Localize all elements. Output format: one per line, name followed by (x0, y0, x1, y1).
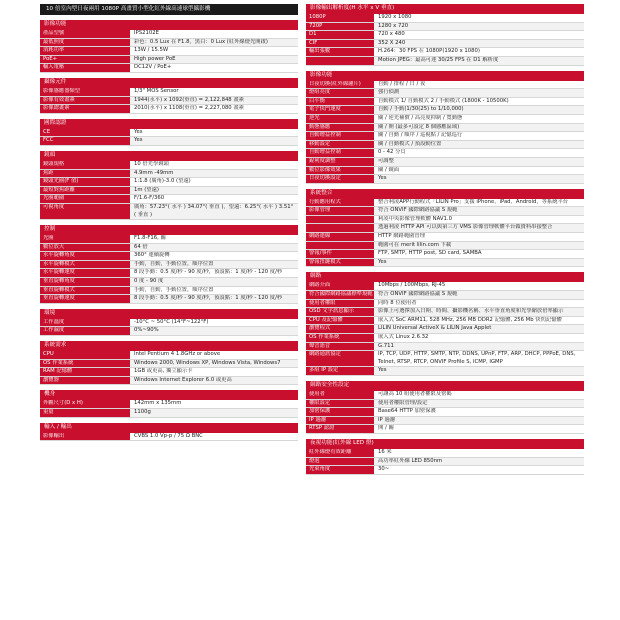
spec-table (40, 160, 298, 220)
spec-key: 外觀尺寸(D x H) (40, 400, 130, 408)
spec-key: OS 作業系統 (306, 334, 374, 342)
spec-value: 可讓高 10 組使用者權限及密碼 (378, 390, 452, 397)
spec-row (40, 170, 298, 179)
spec-key: 聲音語音 (306, 343, 374, 351)
section-header: 系統需求 (40, 341, 298, 350)
spec-value: Yes (374, 259, 584, 267)
section-header: 網路 (306, 272, 584, 281)
spec-value: 1280 x 720 (374, 23, 584, 31)
spec-value: Windows Internet Explorer 6.0 或更高 (130, 377, 298, 385)
spec-key: 自動增益控制 (306, 149, 374, 157)
spec-key: CE (40, 129, 130, 137)
spec-key: 焦距 (40, 170, 130, 178)
spec-row (40, 178, 298, 187)
spec-value: H.264：30 FPS 在 1080P(1920 x 1080) (378, 48, 480, 55)
spec-key: RAM 記憶體 (40, 368, 130, 376)
spec-key: 鏡頭光圈(F 值) (40, 178, 130, 186)
spec-key: 水平旋轉速度 (40, 269, 130, 277)
spec-key: 720P (306, 23, 374, 31)
spec-key: 日夜切換設定 (306, 175, 374, 183)
spec-value: Intel Pentium 4 1.8GHz or above (134, 351, 221, 358)
spec-row (40, 244, 298, 253)
spec-key: 數位放大 (40, 244, 130, 252)
product-title-bar: 10 倍室內型日夜兩用 1080P 高畫質小型化紅外線高速球型攝影機 (40, 4, 298, 15)
spec-table (306, 198, 584, 268)
spec-value: FTP, SMTP, HTTP post, SD card, SAMBA (378, 250, 482, 257)
spec-table (306, 448, 584, 475)
spec-value: 142mm x 135mm (134, 400, 182, 407)
spec-row (40, 187, 298, 196)
spec-value: HTTP 網路範圍管理 (378, 233, 426, 240)
spec-value: LILIN Universal ActiveX & LILIN Java Applet (374, 325, 584, 333)
spec-key: 瀏覽器 (40, 377, 130, 385)
spec-row (306, 81, 584, 90)
spec-row (306, 259, 584, 268)
spec-value: 16 米 (378, 448, 392, 455)
spec-row (306, 14, 584, 23)
spec-row (306, 175, 584, 184)
spec-key: 符合國際網路協議標準規範 (306, 291, 374, 299)
spec-value: Motion JPEG：最高可達 30/25 FPS 在 D1 解析度 (374, 57, 584, 65)
spec-value: 符合 ONVIF 國際網路協議 S 規範 (374, 207, 584, 215)
spec-row (306, 207, 584, 216)
spec-key: 瀏覽程式 (306, 325, 374, 333)
spec-row (306, 351, 584, 367)
spec-key: 影像有效畫素 (40, 97, 130, 105)
spec-value: CVBS 1.0 Vp-p / 75 Ω BNC (134, 432, 203, 439)
spec-key: CPU (40, 351, 130, 359)
spec-key: 使用者 (306, 391, 374, 399)
spec-row (306, 23, 584, 32)
left-sections (40, 20, 298, 441)
spec-key: D1 (306, 31, 374, 39)
spec-row (306, 308, 584, 317)
left-spec-column (40, 4, 298, 441)
section-header: 鏡頭 (40, 151, 298, 160)
spec-key: 光束角度 (306, 466, 374, 474)
spec-value: 10Mbps / 100Mbps, RJ-45 (378, 282, 446, 289)
spec-key: FCC (40, 137, 130, 145)
spec-key: 水平旋轉模式 (40, 261, 130, 269)
spec-value: 嵌入式 Linux 2.6.32 (378, 334, 429, 340)
spec-row (306, 343, 584, 352)
spec-value: 1GB 或更高, 獨立顯示卡 (134, 368, 193, 375)
spec-key: 自動增益控制 (306, 132, 374, 140)
spec-table (40, 432, 298, 442)
spec-row (40, 327, 298, 336)
spec-value: F1.8-F16, 關 (134, 235, 166, 242)
spec-row (40, 368, 298, 377)
spec-key: 燈組亮度 (306, 89, 374, 97)
spec-row (306, 115, 584, 124)
spec-value: 關 / 鏡面 (378, 166, 400, 173)
spec-key: 工作濕度 (40, 327, 130, 335)
section-header: 攝像元件 (40, 78, 298, 87)
spec-row (306, 242, 584, 251)
spec-row (306, 291, 584, 300)
spec-row (40, 400, 298, 409)
spec-value: 8 段手動：0.5 度/秒 - 90 度/秒，預設點：1 度/秒 - 120 度/秒 (134, 269, 283, 276)
spec-value: 彩色：0.5 Lux 在 F1.8，黑白：0 Lux (紅外線燈光開啟) (130, 39, 298, 47)
spec-key: 紅外線燈有效距離 (306, 449, 374, 457)
spec-key: 水平旋轉角度 (40, 252, 130, 260)
spec-row (40, 129, 298, 138)
spec-row (306, 216, 584, 225)
spec-row (40, 105, 298, 114)
right-spec-column (306, 4, 584, 475)
spec-row (40, 97, 298, 106)
spec-row (40, 64, 298, 73)
spec-value: 同時 8 位使用者 (378, 299, 417, 306)
spec-table (40, 318, 298, 336)
spec-key: 網路連線 (306, 233, 374, 241)
spec-value: 352 X 240 (374, 40, 584, 48)
spec-row (306, 40, 584, 49)
spec-value: 高功率紅外線 LED 850nm (374, 458, 584, 466)
spec-row (40, 269, 298, 278)
spec-key (306, 57, 374, 65)
spec-key: CPU 及記憶體 (306, 317, 374, 325)
spec-key: 網路介面 (306, 282, 374, 290)
spec-value: 符合 ONVIF 國際網路協議 S 規範 (374, 291, 584, 299)
spec-value: 1100g (130, 409, 298, 417)
spec-key: 影像總畫素 (40, 105, 130, 113)
spec-value: 關 / 逆光補償 / 高亮度抑制 / 寬動態 (378, 114, 463, 121)
spec-value: IP 過濾 (374, 417, 584, 425)
spec-key: 垂直旋轉模式 (40, 287, 130, 295)
spec-value: 0 - 42 分貝 (378, 149, 406, 156)
spec-value: 範圍可在 merit lilin.com 下載 (374, 242, 584, 250)
spec-value: 10 倍光學鏡頭 (134, 160, 169, 167)
spec-key: 最低照度 (40, 39, 130, 47)
spec-row (40, 409, 298, 418)
spec-key: 最短對焦距離 (40, 187, 130, 195)
spec-value: 13W / 15.5W (134, 47, 169, 54)
spec-row (40, 252, 298, 261)
spec-key: 輸入電壓 (40, 64, 130, 72)
spec-row (306, 282, 584, 291)
spec-value: F/1.6-F/360 (134, 195, 165, 202)
spec-key: 1080P (306, 14, 374, 22)
section-header: 系統整合 (306, 189, 584, 198)
spec-row (40, 377, 298, 386)
spec-table (40, 128, 298, 146)
spec-key: 行動應用程式 (306, 199, 374, 207)
spec-value: 利凌中央影像管理軟體 NAV1.0 (378, 215, 452, 222)
spec-key: 燈泡 (306, 458, 374, 466)
section-header: 網路安全性設定 (306, 381, 584, 390)
spec-key: 影像管理 (306, 207, 374, 215)
spec-key: 多組 IP 設定 (306, 367, 374, 375)
spec-value: G.711 (374, 343, 584, 351)
spec-row (40, 204, 298, 220)
spec-value: 自動 / 手動(1/30(25) to 1/10,000) (374, 106, 584, 114)
spec-key: 影像感應器類型 (40, 88, 130, 96)
spec-value: 1944(水平) x 1092(垂直) = 2,122,848 畫素 (130, 97, 298, 105)
spec-key: 可視角度 (40, 204, 130, 219)
spec-row (306, 31, 584, 40)
spec-row (306, 425, 584, 434)
spec-key: 使用者權限 (306, 300, 374, 308)
spec-key: 工作溫度 (40, 319, 130, 327)
spec-row (40, 235, 298, 244)
spec-key: 逆光 (306, 115, 374, 123)
spec-row (40, 161, 298, 170)
spec-row (306, 199, 584, 208)
spec-table (40, 87, 298, 114)
spec-row (306, 408, 584, 417)
spec-row (40, 287, 298, 296)
spec-value: 自動模式 1/ 自動模式 2 / 手動模式 (1800K - 10500K) (378, 97, 509, 104)
spec-row (306, 400, 584, 409)
spec-key: 數位影像效果 (306, 167, 374, 175)
spec-row (306, 57, 584, 66)
section-header: 國際認證 (40, 119, 298, 128)
spec-key: 輸出張數 (306, 48, 374, 56)
spec-row (40, 295, 298, 304)
spec-value: 1920 x 1080 (378, 14, 412, 20)
section-header: 影像功能 (306, 71, 584, 80)
right-sections (306, 4, 584, 475)
spec-table (306, 390, 584, 434)
spec-value: High power PoE (130, 56, 298, 64)
spec-value: 關 / 自動 / 順序 / 巡視點 / 記憶巡行 (378, 132, 463, 139)
spec-key: 垂直旋轉角度 (40, 278, 130, 286)
spec-key: 加密保護 (306, 408, 374, 416)
spec-key: 權限設定 (306, 400, 374, 408)
spec-key: 警報扭鏈模式 (306, 259, 374, 267)
spec-row (306, 141, 584, 150)
spec-value: 1/3" MOS Sensor (134, 87, 179, 94)
spec-value: 手動，自動，手動位置，順序位置 (134, 286, 214, 293)
spec-value: 使用者權限管理/設定 (374, 400, 584, 408)
spec-value: 0 度 - 90 度 (130, 278, 298, 286)
spec-row (306, 391, 584, 400)
spec-key (306, 242, 374, 250)
spec-value: 自動 / 排程 / 日 / 夜 (378, 80, 426, 87)
spec-row (306, 158, 584, 167)
spec-key: 光圈範圍 (40, 195, 130, 203)
section-header: 控制 (40, 225, 298, 234)
spec-value: Yes (374, 175, 584, 183)
spec-value: 廣角：57.23°( 水平 ) 34.07°( 垂直 )，望遠：6.25°( 水平 ) 3.51°( 垂直 ) (130, 204, 298, 219)
spec-row (306, 224, 584, 233)
spec-key: 消耗功率 (40, 47, 130, 55)
section-header: 影像功能 (40, 20, 298, 29)
spec-value: 2010(水平) x 1108(垂直) = 2,227,080 畫素 (134, 105, 244, 112)
spec-row (40, 47, 298, 56)
spec-value: 關 / 開 (最多可設定 8 個感應區域) (374, 124, 584, 132)
spec-value: 1m (望遠) (130, 187, 298, 195)
spec-value: 嵌入式 SoC ARM11, 528 MHz, 256 MB DDR2 記憶體, 256 Mb 快閃記憶體 (378, 316, 562, 323)
spec-row (306, 98, 584, 107)
spec-row (306, 325, 584, 334)
spec-row (306, 106, 584, 115)
spec-key: 網路通訊協定 (306, 351, 374, 366)
spec-row (40, 351, 298, 360)
spec-value: 影像上可選擇加入日期、時間、攝影機名稱、水平垂直角度和光學縮放倍率顯示 (374, 308, 584, 316)
spec-row (306, 300, 584, 309)
spec-value: IP, TCP, UDP, HTTP, SMTP, NTP, DDNS, UPnP, FTP, ARP, DHCP, PPPoE, DNS, Telnet, RTSP, RTCP, ONVIF Profile S, ICMP, IGMP (378, 351, 576, 365)
spec-value: DC12V / PoE+ (134, 64, 172, 71)
spec-row (306, 233, 584, 242)
spec-value: -10°C ~ 50°C (14°F~122°F) (134, 318, 209, 325)
spec-value: 開 / 關 (378, 425, 394, 432)
spec-value: 透過利凌 HTTP API 可以與第三方 VMS 影像管理軟體平台做資料串接整合 (374, 224, 584, 232)
spec-row (40, 39, 298, 48)
spec-value: IPS2102E (134, 30, 159, 36)
spec-key: 垂直旋轉速度 (40, 295, 130, 303)
spec-value: 64 倍 (130, 244, 298, 252)
spec-row (40, 319, 298, 328)
spec-key (306, 224, 374, 232)
spec-row (40, 261, 298, 270)
spec-value: 關 / 自動模式 / 預設動位置 (374, 141, 584, 149)
spec-row (306, 149, 584, 158)
spec-row (306, 250, 584, 259)
spec-row (40, 30, 298, 39)
spec-value: 手動，自動，手動位置，順序位置 (130, 261, 298, 269)
spec-row (306, 132, 584, 141)
spec-table (40, 399, 298, 417)
spec-row (40, 433, 298, 442)
spec-key: 白平衡 (306, 98, 374, 106)
spec-key: 影像輸出 (40, 433, 130, 441)
spec-value: 360° 連續旋轉 (134, 252, 170, 259)
spec-row (40, 278, 298, 287)
spec-table (40, 29, 298, 73)
spec-row (40, 195, 298, 204)
spec-key: OSD 文字訊息顯示 (306, 308, 374, 316)
spec-key: 日夜切換(紅外線濾片) (306, 81, 374, 89)
spec-value: Windows 2000, Windows XP, Windows Vista, Windows7 (130, 360, 298, 368)
spec-key: 鏡頭規格 (40, 161, 130, 169)
spec-key: 警報/事件 (306, 250, 374, 258)
spec-table (306, 281, 584, 376)
spec-value: Yes (134, 128, 143, 135)
spec-key: 產品型號 (40, 30, 130, 38)
section-header: 機身 (40, 390, 298, 399)
spec-value: 8 段手動：0.5 度/秒 - 90 度/秒，預設點：1 度/秒 - 120 度/秒 (130, 295, 298, 303)
spec-row (306, 458, 584, 467)
spec-row (40, 88, 298, 97)
spec-row (40, 56, 298, 65)
spec-value: 1:1.8 (廣角)-3.0 (望遠) (134, 178, 191, 185)
spec-row (306, 124, 584, 133)
spec-row (40, 137, 298, 146)
section-header: 輸入 / 輸出 (40, 423, 298, 432)
spec-row (306, 449, 584, 458)
spec-key: 銳利度調整 (306, 158, 374, 166)
spec-key: 移動設定 (306, 141, 374, 149)
spec-value: 可調整 (374, 158, 584, 166)
spec-value: Yes (374, 367, 584, 375)
spec-key: PoE+ (40, 56, 130, 64)
section-header: 環境 (40, 309, 298, 318)
spec-row (306, 167, 584, 176)
spec-key: 光圈 (40, 235, 130, 243)
spec-key (306, 216, 374, 224)
spec-row (306, 89, 584, 98)
section-header: 影像輸出解析度(H 水平 x V 垂直) (306, 4, 584, 13)
spec-value: 強行偵測 (374, 89, 584, 97)
spec-row (306, 367, 584, 376)
spec-row (306, 334, 584, 343)
spec-row (306, 48, 584, 57)
spec-table (40, 234, 298, 304)
spec-value: 720 x 480 (378, 31, 405, 38)
spec-table (306, 13, 584, 66)
spec-row (40, 360, 298, 369)
spec-value: 30~ (378, 466, 390, 473)
section-header: 夜視功能(紅外線 LED 燈) (306, 439, 584, 448)
spec-row (306, 317, 584, 326)
spec-row (306, 466, 584, 475)
spec-row (306, 417, 584, 426)
spec-value: Yes (130, 137, 298, 145)
spec-key: OS 作業系統 (40, 360, 130, 368)
spec-table (40, 350, 298, 385)
spec-key: 動態感應 (306, 124, 374, 132)
spec-value: 4.9mm -49mm (130, 170, 298, 178)
spec-key: RTSP 認證 (306, 425, 374, 433)
spec-value: Base64 HTTP 加密保護 (378, 408, 436, 415)
spec-value: 整合利凌APP行動程式「LILIN Pro」支援 iPhone、iPad、Android、等系統平台 (378, 198, 569, 205)
spec-key: IP 過濾 (306, 417, 374, 425)
spec-key: 電子快門速度 (306, 106, 374, 114)
spec-key: 重量 (40, 409, 130, 417)
spec-table (306, 80, 584, 184)
spec-key: CIF (306, 40, 374, 48)
spec-value: 0%~90% (130, 327, 298, 335)
